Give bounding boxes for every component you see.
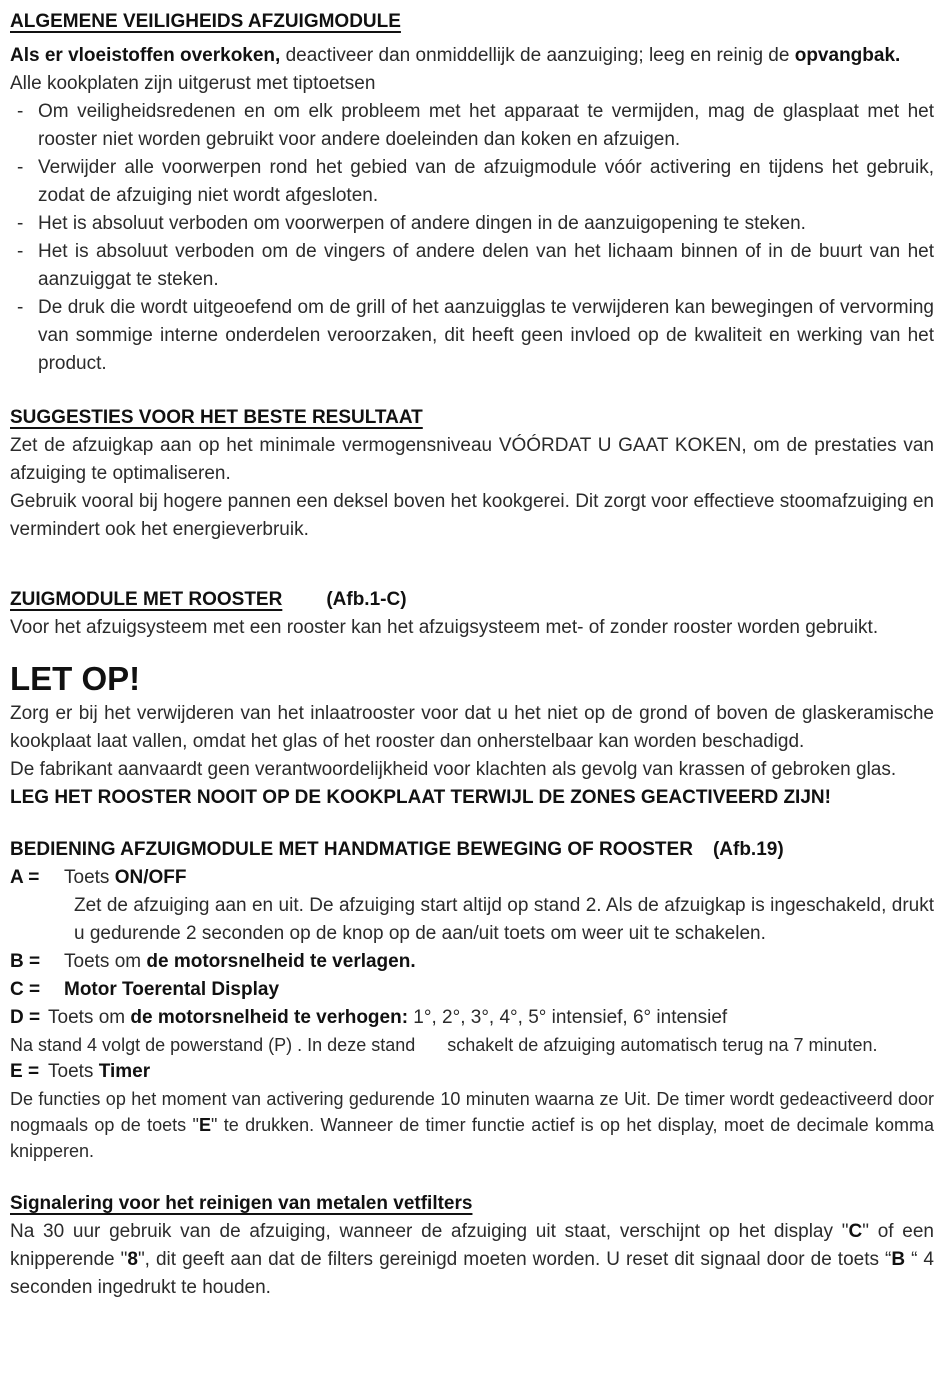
text-segment: ON/OFF bbox=[114, 867, 187, 888]
text-segment: ", dit geeft aan dat de filters gereinigd moeten worden. U reset dit signaal door de toets “ bbox=[137, 1249, 892, 1270]
text-segment: Als er vloeistoffen overkoken, bbox=[10, 45, 286, 66]
control-line-c bbox=[10, 976, 934, 1004]
text-segment: “ 4 seconden ingedrukt te houden. bbox=[10, 1249, 934, 1298]
text-segment: C bbox=[848, 1221, 863, 1242]
text-segment: Toets om bbox=[64, 951, 147, 972]
paragraph-rooster-nooit-op-kookplaat: LEG HET ROOSTER NOOIT OP DE KOOKPLAAT TERWIJL DE ZONES GEACTIVEERD ZIJN! bbox=[10, 787, 831, 808]
control-line-e bbox=[10, 1058, 934, 1086]
text-segment: E bbox=[198, 1115, 211, 1135]
text-segment: Motor Toerental Display bbox=[64, 979, 280, 1000]
text-segment: de motorsnelheid te verhogen: bbox=[130, 1007, 409, 1028]
paragraph-timer-functie bbox=[10, 1086, 934, 1164]
text-segment: Timer bbox=[98, 1061, 151, 1082]
control-text-c bbox=[64, 979, 279, 1000]
section-heading-algemene-veiligheid-text: ALGEMENE VEILIGHEIDS AFZUIGMODULE bbox=[10, 11, 401, 32]
text-segment: " te drukken. Wanneer de timer functie actief is op het display, moet de decimale komma knipperen. bbox=[10, 1115, 934, 1161]
control-text-a bbox=[64, 867, 186, 888]
text-segment: Toets bbox=[64, 867, 115, 888]
control-label-d: D = bbox=[10, 1007, 41, 1028]
control-label-b: B = bbox=[10, 951, 41, 972]
control-description-a: Zet de afzuiging aan en uit. De afzuiging start altijd op stand 2. Als de afzuigkap is ingeschakeld, drukt u gedurende 2 seconden op de knop op de aan/uit toets om weer uit te schakelen. bbox=[74, 895, 934, 944]
text-gap bbox=[415, 1050, 447, 1051]
text-segment: schakelt de afzuiging automatisch terug na 7 minuten. bbox=[447, 1035, 878, 1055]
section-heading-signalering-vetfilters bbox=[10, 1190, 934, 1218]
text-segment: Toets bbox=[48, 1061, 99, 1082]
text-segment: Toets om bbox=[48, 1007, 131, 1028]
section-heading-bediening bbox=[10, 836, 934, 864]
control-line-a bbox=[10, 864, 934, 892]
control-text-b bbox=[64, 951, 416, 972]
text-segment: Na stand 4 volgt de powerstand (P) . In deze stand bbox=[10, 1035, 416, 1055]
text-segment: 1°, 2°, 3°, 4°, 5° intensief, 6° intensief bbox=[408, 1007, 728, 1028]
list-item-druk-grill: - De druk die wordt uitgeoefend om de grill of het aanzuigglas te verwijderen kan bewegingen of vervorming van sommige interne onderdelen veroorzaken, dit heeft geen invloed op de kwaliteit en werking van het product. bbox=[10, 294, 934, 378]
section-heading-signalering-text: Signalering voor het reinigen van metalen vetfilters bbox=[10, 1193, 473, 1214]
text-segment: BEDIENING AFZUIGMODULE MET HANDMATIGE BEWEGING OF ROOSTER bbox=[10, 839, 693, 860]
warning-heading-let-op: LET OP! bbox=[10, 660, 141, 697]
text-segment: De functies op het moment van activering gedurende 10 minuten waarna ze Uit. De timer wordt gedeactiveerd door nogmaals op de toets " bbox=[10, 1089, 934, 1135]
text-segment: " of een knipperende " bbox=[10, 1221, 934, 1270]
paragraph-overkoken bbox=[10, 42, 934, 70]
text-segment: (Afb.19) bbox=[712, 839, 784, 860]
text-segment: ZUIGMODULE MET ROOSTER bbox=[10, 589, 283, 610]
text-segment: deactiveer dan onmiddellijk de aanzuiging; leeg en reinig de bbox=[285, 45, 795, 66]
control-label-a: A = bbox=[10, 867, 40, 888]
text-gap bbox=[693, 854, 713, 855]
paragraph-deksel-kookgerei: Gebruik vooral bij hogere pannen een deksel boven het kookgerei. Dit zorgt voor effectieve stoomafzuiging en vermindert ook het energieverbruik. bbox=[10, 491, 934, 540]
section-heading-suggesties bbox=[10, 404, 934, 432]
control-label-e: E = bbox=[10, 1061, 40, 1082]
safety-bullet-list bbox=[10, 98, 934, 378]
paragraph-inlaatrooster-vallen: Zorg er bij het verwijderen van het inlaatrooster voor dat u het niet op de grond of boven de glaskeramische kookplaat laat vallen, omdat het glas of het rooster dan onherstelbaar kan worden beschadigd. bbox=[10, 703, 934, 752]
paragraph-filter-reiniging-signaal bbox=[10, 1218, 934, 1302]
paragraph-met-of-zonder-rooster: Voor het afzuigsysteem met een rooster kan het afzuigsysteem met- of zonder rooster worden gebruikt. bbox=[10, 617, 879, 638]
text-segment: 8 bbox=[127, 1249, 138, 1270]
section-heading-algemene-veiligheid bbox=[10, 8, 934, 36]
section-heading-zuigmodule-rooster bbox=[10, 586, 934, 614]
paragraph-tiptoetsen: Alle kookplaten zijn uitgerust met tiptoetsen bbox=[10, 73, 376, 94]
paragraph-minimale-vermogensniveau: Zet de afzuigkap aan op het minimale vermogensniveau VÓÓRDAT U GAAT KOKEN, om de prestaties van afzuiging te optimaliseren. bbox=[10, 435, 934, 484]
text-segment: Na 30 uur gebruik van de afzuiging, wanneer de afzuiging uit staat, verschijnt op het display " bbox=[10, 1221, 849, 1242]
control-label-c: C = bbox=[10, 979, 41, 1000]
text-segment: opvangbak. bbox=[794, 45, 901, 66]
list-item-verboden-vingers: - Het is absoluut verboden om de vingers of andere delen van het lichaam binnen of in de buurt van het aanzuiggat te steken. bbox=[10, 238, 934, 294]
note-powerstand bbox=[10, 1032, 934, 1058]
text-segment: de motorsnelheid te verlagen. bbox=[146, 951, 416, 972]
text-segment: B bbox=[891, 1249, 906, 1270]
text-segment: (Afb.1-C) bbox=[326, 589, 407, 610]
list-item-glasplaat: - Om veiligheidsredenen en om elk probleem met het apparaat te vermijden, mag de glasplaat met het rooster niet worden gebruikt voor andere doeleinden dan koken en afzuigen. bbox=[10, 98, 934, 154]
text-gap bbox=[282, 604, 326, 605]
section-heading-suggesties-text: SUGGESTIES VOOR HET BESTE RESULTAAT bbox=[10, 407, 423, 428]
list-item-verboden-voorwerpen: - Het is absoluut verboden om voorwerpen of andere dingen in de aanzuigopening te steken. bbox=[10, 210, 934, 238]
control-line-d bbox=[10, 1004, 934, 1032]
control-line-b bbox=[10, 948, 934, 976]
control-text-e bbox=[48, 1061, 150, 1082]
paragraph-fabrikant-verantwoordelijkheid: De fabrikant aanvaardt geen verantwoordelijkheid voor klachten als gevolg van krassen of gebroken glas. bbox=[10, 759, 897, 780]
control-text-d bbox=[48, 1007, 727, 1028]
list-item-voorwerpen-verwijderen: - Verwijder alle voorwerpen rond het gebied van de afzuigmodule vóór activering en tijdens het gebruik, zodat de afzuiging niet wordt afgesloten. bbox=[10, 154, 934, 210]
